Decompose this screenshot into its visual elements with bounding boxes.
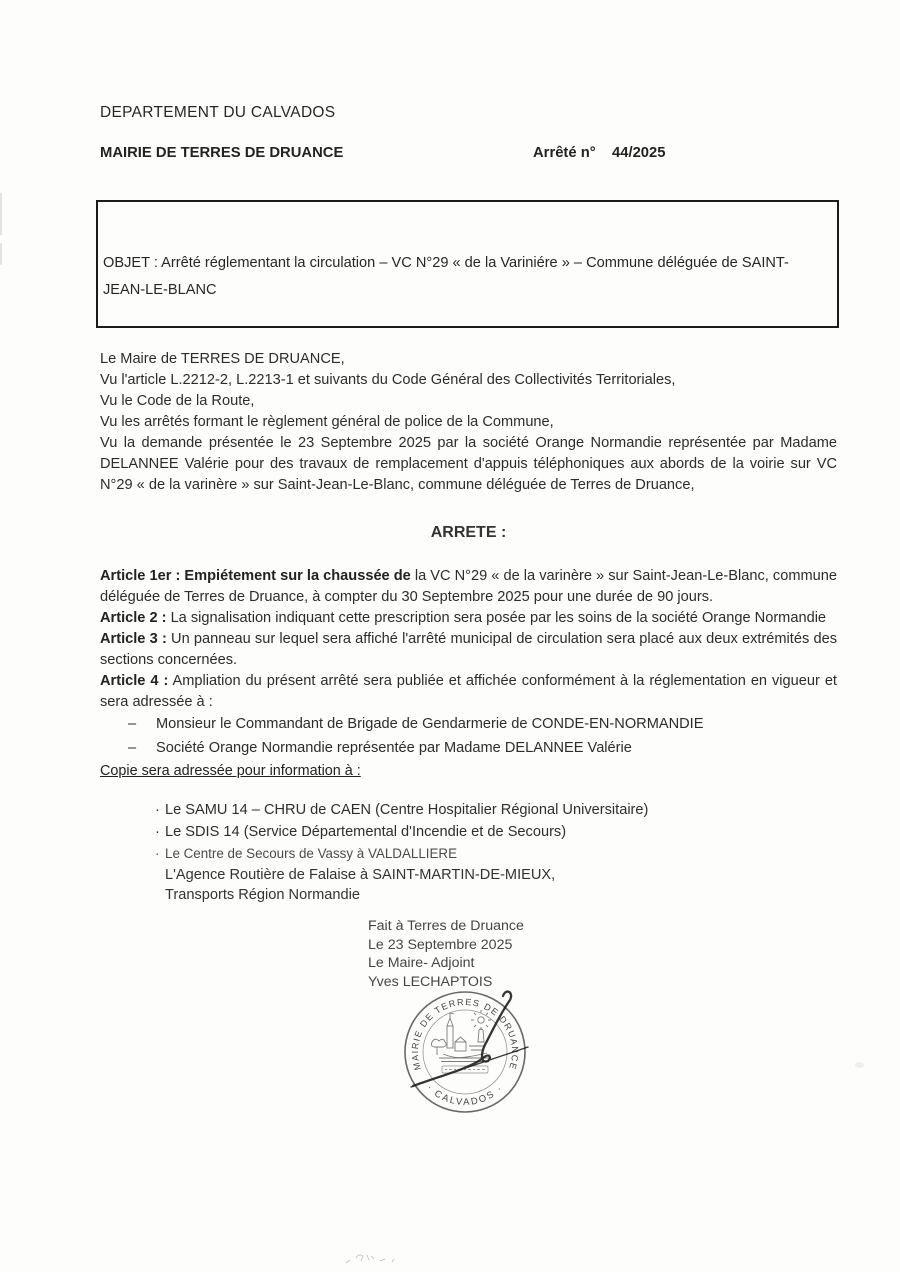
scan-smudge — [340, 1246, 415, 1270]
article-3-text: Un panneau sur lequel sera affiché l'arrêté municipal de circulation sera placé aux deux extrémités des sections concernées. — [100, 631, 838, 668]
scan-smudge — [855, 1062, 864, 1068]
copy-list-item — [100, 885, 837, 905]
article-4-text: Ampliation du présent arrêté sera publiée et affichée conformément à la réglementation en vigueur et sera adressée à : — [100, 673, 837, 710]
copy-heading: Copie sera adressée pour information à : — [100, 763, 361, 779]
stamp-graphic — [395, 980, 545, 1125]
article-1-lead: Article 1er : Empiétement sur la chaussée de — [100, 568, 411, 584]
articles — [100, 566, 837, 713]
preamble-line: Vu la demande présentée le 23 Septembre 2025 par la société Orange Normandie représentée par Madame DELANNEE Valérie pour des travaux de remplacement d'appuis téléphoniques aux abords de la voirie sur VC N°29 « de la varinère » sur Saint-Jean-Le-Blanc, commune déléguée de Terres de Druance, — [100, 435, 837, 493]
article-2-lead: Article 2 : — [100, 610, 167, 626]
dash-list-item — [100, 737, 837, 759]
copy-item-text: Le SDIS 14 (Service Départemental d'Incendie et de Secours) — [165, 824, 567, 840]
article-2 — [100, 608, 837, 629]
signature-place: Fait à Terres de Druance — [368, 918, 524, 934]
dot-bullet: · — [155, 802, 160, 818]
document-content — [100, 0, 837, 991]
objet-box — [96, 200, 839, 328]
dash-bullet: – — [128, 740, 137, 756]
copy-list-item — [100, 865, 837, 885]
dot-bullet: · — [155, 824, 160, 840]
article-3-lead: Article 3 : — [100, 631, 167, 647]
article-4 — [100, 671, 837, 713]
preamble — [100, 349, 837, 496]
article-4-lead: Article 4 : — [100, 673, 169, 689]
preamble-line: Vu les arrêtés formant le règlement général de police de la Commune, — [100, 414, 554, 430]
arrete-number-value: 44/2025 — [612, 145, 666, 161]
copy-list-item — [100, 821, 837, 843]
stamp-arc-top-label: MAIRIE DE TERRES DE DRUANCE — [409, 996, 521, 1072]
signature-name: Yves LECHAPTOIS — [368, 973, 493, 990]
article-1 — [100, 566, 837, 608]
stamp-inner-ring — [423, 1010, 507, 1094]
header-row — [100, 145, 837, 165]
copy-item-text: Le Centre de Secours de Vassy à VALDALLIERE — [165, 846, 458, 861]
department-title: DEPARTEMENT DU CALVADOS — [100, 104, 336, 121]
copy-list-item — [100, 799, 837, 821]
preamble-line: Vu l'article L.2212-2, L.2213-1 et suivants du Code Général des Collectivités Territoriales, — [100, 372, 676, 388]
municipal-stamp — [395, 980, 545, 1125]
copy-item-text: Le SAMU 14 – CHRU de CAEN (Centre Hospitalier Régional Universitaire) — [165, 802, 649, 818]
mairie-title: MAIRIE DE TERRES DE DRUANCE — [100, 145, 344, 161]
copy-item-text: Transports Région Normandie — [165, 887, 360, 903]
scan-edge-artifact — [0, 193, 2, 235]
stamp-arc-bottom-label: · CALVADOS · — [424, 1082, 506, 1109]
objet-text: OBJET : Arrêté réglementant la circulation – VC N°29 « de la Variniére » – Commune déléguée de SAINT-JEAN-LE-BLANC — [103, 255, 789, 298]
article-1-text: la VC N°29 « de la varinère » sur Saint-Jean-Le-Blanc, commune déléguée de Terres de Druance, à compter du 30 Septembre 2025 pour une durée de 90 jours. — [100, 568, 837, 605]
preamble-line: Vu le Code de la Route, — [100, 393, 255, 409]
copy-item-text: L'Agence Routière de Falaise à SAINT-MARTIN-DE-MIEUX, — [165, 867, 556, 883]
article-3 — [100, 629, 837, 671]
dash-item-text: Monsieur le Commandant de Brigade de Gendarmerie de CONDE-EN-NORMANDIE — [156, 716, 704, 732]
arrete-heading: ARRETE : — [430, 524, 507, 541]
dash-item-text: Société Orange Normandie représentée par Madame DELANNEE Valérie — [156, 740, 632, 756]
copy-list-item — [100, 843, 837, 865]
signature-date: Le 23 Septembre 2025 — [368, 936, 513, 953]
copy-list — [100, 799, 837, 905]
dash-bullet: – — [128, 716, 137, 732]
dash-list-item — [100, 713, 837, 735]
dash-recipient-list — [100, 713, 837, 759]
scan-edge-artifact — [0, 243, 2, 265]
dot-bullet: · — [155, 846, 160, 861]
signature-role: Le Maire- Adjoint — [368, 955, 475, 971]
article-2-text: La signalisation indiquant cette prescription sera posée par les soins de la société Orange Normandie — [166, 610, 827, 626]
arrete-number-label: Arrêté n° — [533, 145, 596, 161]
preamble-line: Le Maire de TERRES DE DRUANCE, — [100, 351, 345, 367]
